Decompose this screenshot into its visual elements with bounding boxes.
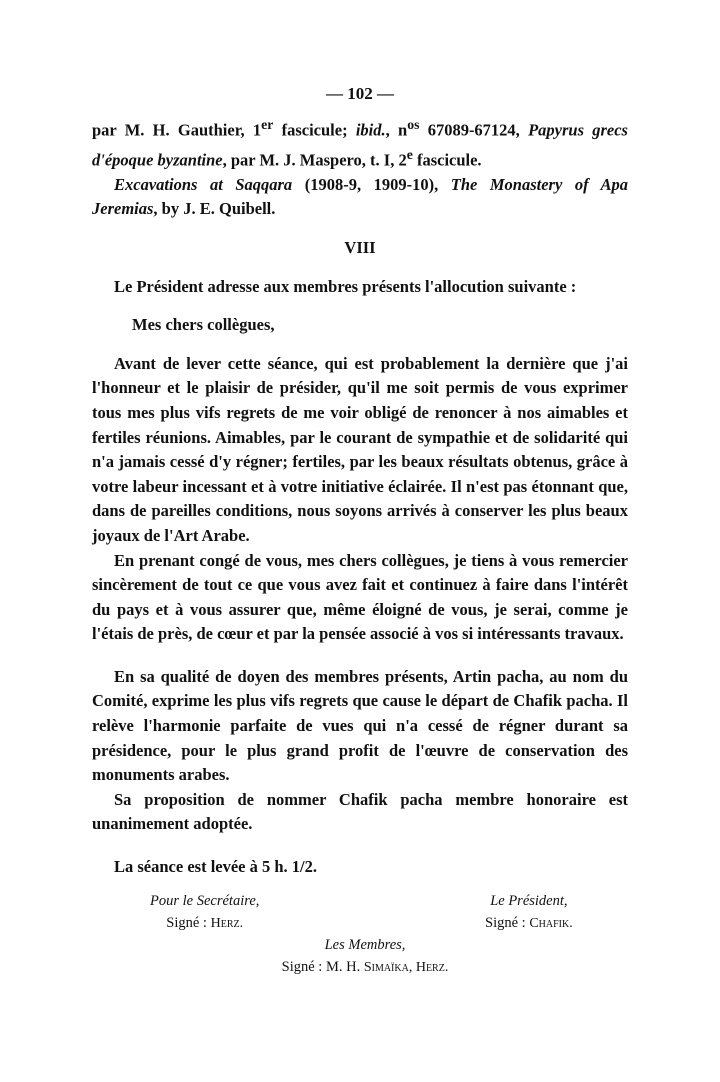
signature-signed: Signé : M. H. (281, 959, 364, 975)
proposal-paragraph: Sa proposition de nommer Chafik pacha membre honoraire est unanimement adoptée. (92, 789, 628, 834)
signature-title: Les Membres, (324, 937, 406, 953)
signature-title: Pour le Secrétaire, (150, 893, 260, 909)
bibliography-entry-2 (92, 173, 628, 222)
bib-text: , par M. J. Maspero, t. I, 2 (222, 150, 407, 170)
signature-president (485, 890, 573, 935)
signature-name: Herz. (210, 916, 244, 931)
signature-name: Simaïka, Herz. (363, 960, 449, 975)
bib-sup: er (261, 116, 274, 132)
bib-title-papyrus: Papyrus grecs d'époque byzantine (92, 120, 628, 170)
bib-text: fascicule; (273, 120, 356, 140)
artin-paragraph: En sa qualité de doyen des membres présents, Artin pacha, au nom du Comité, exprime les plus vifs regrets que cause le départ de Chafik pacha. Il relève l'harmonie parfaite de vues qui n'a cessé de régner durant sa présidence, pour le plus grand profit de l'œuvre de conservation des monuments arabes. (92, 666, 628, 785)
bib-text: fascicule. (412, 150, 482, 170)
signature-signed: Signé : (166, 915, 211, 931)
page-number: — 102 — (326, 84, 394, 103)
bib-text: par M. H. Gauthier, 1 (92, 120, 262, 140)
bibliography-entry-1 (92, 113, 628, 173)
signature-signed: Signé : (485, 915, 530, 931)
bib-text: 67089-67124, (419, 120, 529, 140)
signature-secretary (150, 890, 259, 935)
bib-ibid: ibid. (355, 120, 386, 140)
bib-title-monastery: The Monastery of Apa Jeremias (92, 174, 628, 219)
bib-text: (1908-9, 1909-10), (292, 174, 451, 194)
bib-sup: os (407, 116, 420, 132)
signature-name: Chafik. (529, 916, 573, 931)
speech-paragraph-2: En prenant congé de vous, mes chers collègues, je tiens à vous remercier sincèrement de tout ce que vous avez fait et continuez à faire dans l'intérêt du pays et à vous assurer que, même éloigné de vous, je serai, comme je l'étais de près, de cœur et par la pensée associé à vos si intéressants travaux. (92, 550, 628, 644)
signature-members (260, 934, 470, 979)
closing-line: La séance est levée à 5 h. 1/2. (114, 857, 318, 877)
speech-paragraph-1: Avant de lever cette séance, qui est probablement la dernière que j'ai l'honneur et le plaisir de présider, qu'il me soit permis de vous exprimer tous mes plus vifs regrets de me voir obligé de renoncer à nos aimables et fertiles réunions. Aimables, par le courant de sympathie et de solidarité qui n'a jamais cessé d'y régner; fertiles, par les beaux résultats obtenus, grâce à votre labeur incessant et à votre initiative éclairée. Il n'est pas étonnant que, dans de pareilles conditions, nous soyons arrivés à conserver les plus beaux joyaux de l'Art Arabe. (92, 353, 628, 545)
bib-text: , n (385, 120, 408, 140)
bib-sup: e (406, 146, 413, 162)
salutation: Mes chers collègues, (132, 315, 275, 335)
intro-paragraph: Le Président adresse aux membres présents l'allocution suivante : (114, 276, 577, 296)
signature-title: Le Président, (490, 893, 568, 909)
bib-title-excavations: Excavations at Saqqara (114, 174, 293, 194)
bib-text: , by J. E. Quibell. (153, 199, 276, 219)
section-heading: VIII (344, 237, 376, 257)
document-page (92, 82, 628, 880)
